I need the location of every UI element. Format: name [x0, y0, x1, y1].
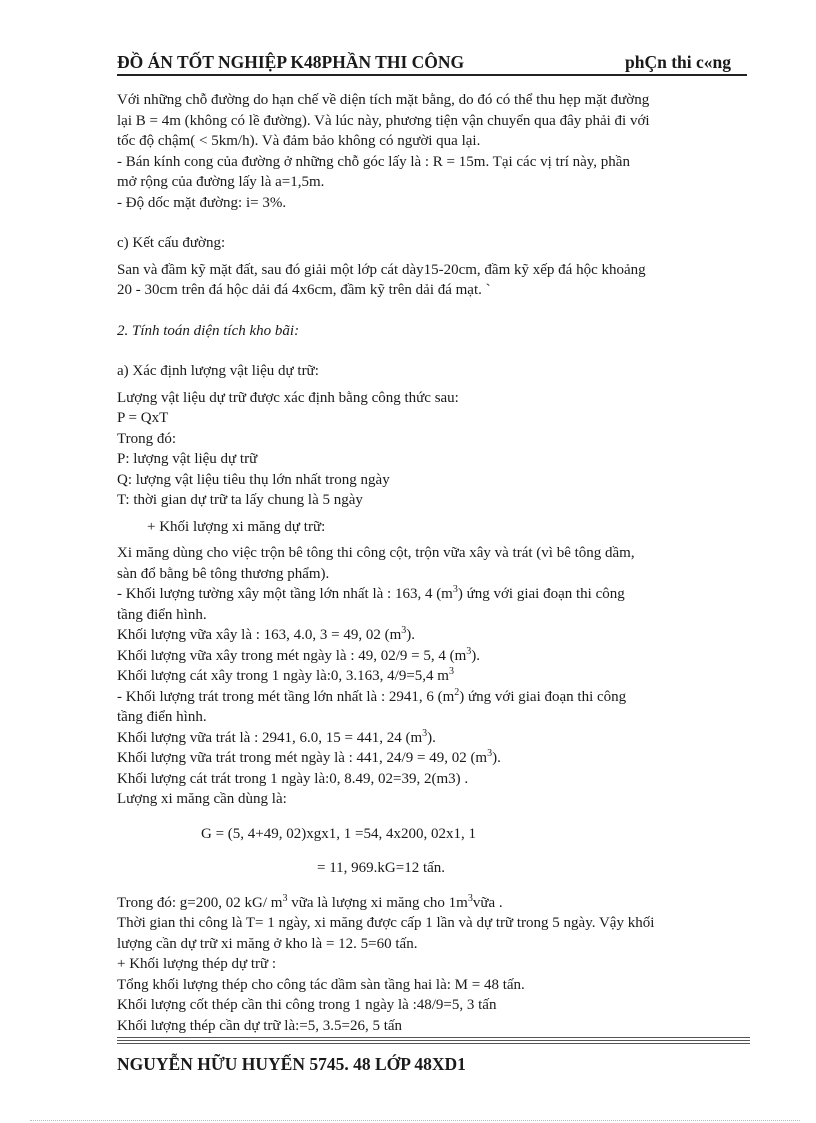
text-line: Khối lượng cát trát trong 1 ngày là:0, 8.49, 02=39, 2(m3) . [117, 770, 469, 787]
subheading: a) Xác định lượng vật liệu dự trữ: [117, 363, 319, 379]
text-line: 20 - 30cm trên đá hộc dải đá 4x6cm, đầm kỹ trên dải đá mạt. ` [117, 282, 491, 298]
text-line: sàn đổ bằng bê tông thương phẩm). [117, 565, 330, 582]
text-line: Trong đó: g=200, 02 kG/ $m^3$ vữa là lượng xi măng cho $1m^3vữa$ . [117, 892, 503, 911]
text-line: Với những chỗ đường do hạn chế về diện tích mặt bằng, do đó có thể thu hẹp mặt đường [117, 92, 650, 108]
formula-line: G = (5, 4+49, 02)xgx1, 1 =54, 4x200, 02x1, 1 [201, 825, 476, 842]
page-header [117, 52, 747, 76]
header-section: phÇn thi c«ng [624, 52, 731, 72]
text-line: - Khối lượng trát trong mét tầng lớn nhất là : 2941, 6 $(m^2)$ ứng với giai đoạn thi công [117, 686, 627, 705]
text-line: - Bán kính cong của đường ở những chỗ góc lấy là : R = 15m. Tại các vị trí này, phần [117, 153, 630, 170]
text-line: tầng điển hình. [117, 606, 207, 623]
text-line: Lượng xi măng cần dùng là: [117, 791, 287, 807]
text-line: Thời gian thi công là T= 1 ngày, xi măng được cấp 1 lần và dự trữ trong 5 ngày. Vậy khối [117, 915, 655, 931]
header-rule [117, 74, 747, 76]
text-line: Q: lượng vật liệu tiêu thụ lớn nhất trong ngày [117, 471, 390, 488]
text-line: T: thời gian dự trữ ta lấy chung là 5 ngày [117, 492, 363, 508]
text-line: Khối lượng cốt thép cần thi công trong 1 ngày là :48/9=5, 3 tấn [117, 997, 497, 1013]
footer-rule [117, 1037, 750, 1038]
document-body [117, 90, 747, 1036]
text-line: San và đầm kỹ mặt đất, sau đó giải một lớp cát dày15-20cm, đầm kỹ xếp đá hộc khoảng [117, 261, 646, 278]
text-line: Khối lượng vữa xây là : 163, 4.0, 3 = 49, 02 $(m^3)$. [117, 625, 416, 643]
text-line: Lượng vật liệu dự trữ được xác định bằng công thức sau: [117, 389, 459, 406]
text-line: Trong đó: [117, 430, 177, 447]
subheading: + Khối lượng thép dự trữ : [117, 956, 277, 972]
subheading: c) Kết cấu đường: [117, 235, 226, 251]
text-line: Khối lượng cát xây trong 1 ngày là:0, 3.163, 4/9=5,4 $m^3$ [117, 666, 454, 684]
text-line: mở rộng của đường lấy là a=1,5m. [117, 174, 325, 190]
header-title: ĐỒ ÁN TỐT NGHIỆP K48PHẦN THI CÔNG [117, 52, 465, 72]
formula-line: P = QxT [117, 410, 169, 426]
page-footer: NGUYỄN HỮU HUYẾN 5745. 48 LỚP 48XD1 [117, 1054, 466, 1074]
text-line: tầng điển hình. [117, 709, 207, 725]
text-line: Khối lượng thép cần dự trữ là:=5, 3.5=26, 5 tấn [117, 1017, 403, 1034]
subheading: + Khối lượng xi măng dự trữ: [147, 518, 326, 535]
text-line: tốc độ chậm( < 5km/h). Và đảm bảo không có người qua lại. [117, 133, 481, 149]
text-line: lại B = 4m (không có lề đường). Và lúc này, phương tiện vận chuyển qua đây phải đi với [117, 112, 650, 129]
text-line: Khối lượng vữa trát trong mét ngày là : 441, 24/9 = 49, 02 $(m^3)$. [117, 748, 501, 766]
text-line: Khối lượng vữa trát là : 2941, 6.0, 15 = 441, 24 $(m^3)$. [117, 727, 436, 746]
text-line: Tổng khối lượng thép cho công tác dầm sàn tầng hai là: M = 48 tấn. [117, 976, 525, 993]
text-line: Khối lượng vữa xây trong mét ngày là : 49, 02/9 = 5, 4 $(m^3)$. [117, 645, 481, 664]
text-line: Xi măng dùng cho việc trộn bê tông thi công cột, trộn vữa xây và trát (vì bê tông dầm, [117, 545, 635, 561]
footer-rule [117, 1043, 750, 1044]
text-line: - Độ dốc mặt đường: i= 3%. [117, 194, 287, 211]
text-line: lượng cần dự trữ xi măng ở kho là = 12. 5=60 tấn. [117, 935, 418, 952]
text-line: - Khối lượng tường xây một tầng lớn nhất là : 163, 4 $(m^3)$ ứng với giai đoạn thi công [117, 584, 625, 602]
page-edge-divider [30, 1120, 800, 1121]
text-line: P: lượng vật liệu dự trữ [117, 451, 258, 467]
section-heading: 2. Tính toán diện tích kho bãi: [117, 322, 300, 339]
footer-rule [117, 1040, 750, 1041]
formula-line: = 11, 969.kG=12 tấn. [317, 860, 446, 876]
